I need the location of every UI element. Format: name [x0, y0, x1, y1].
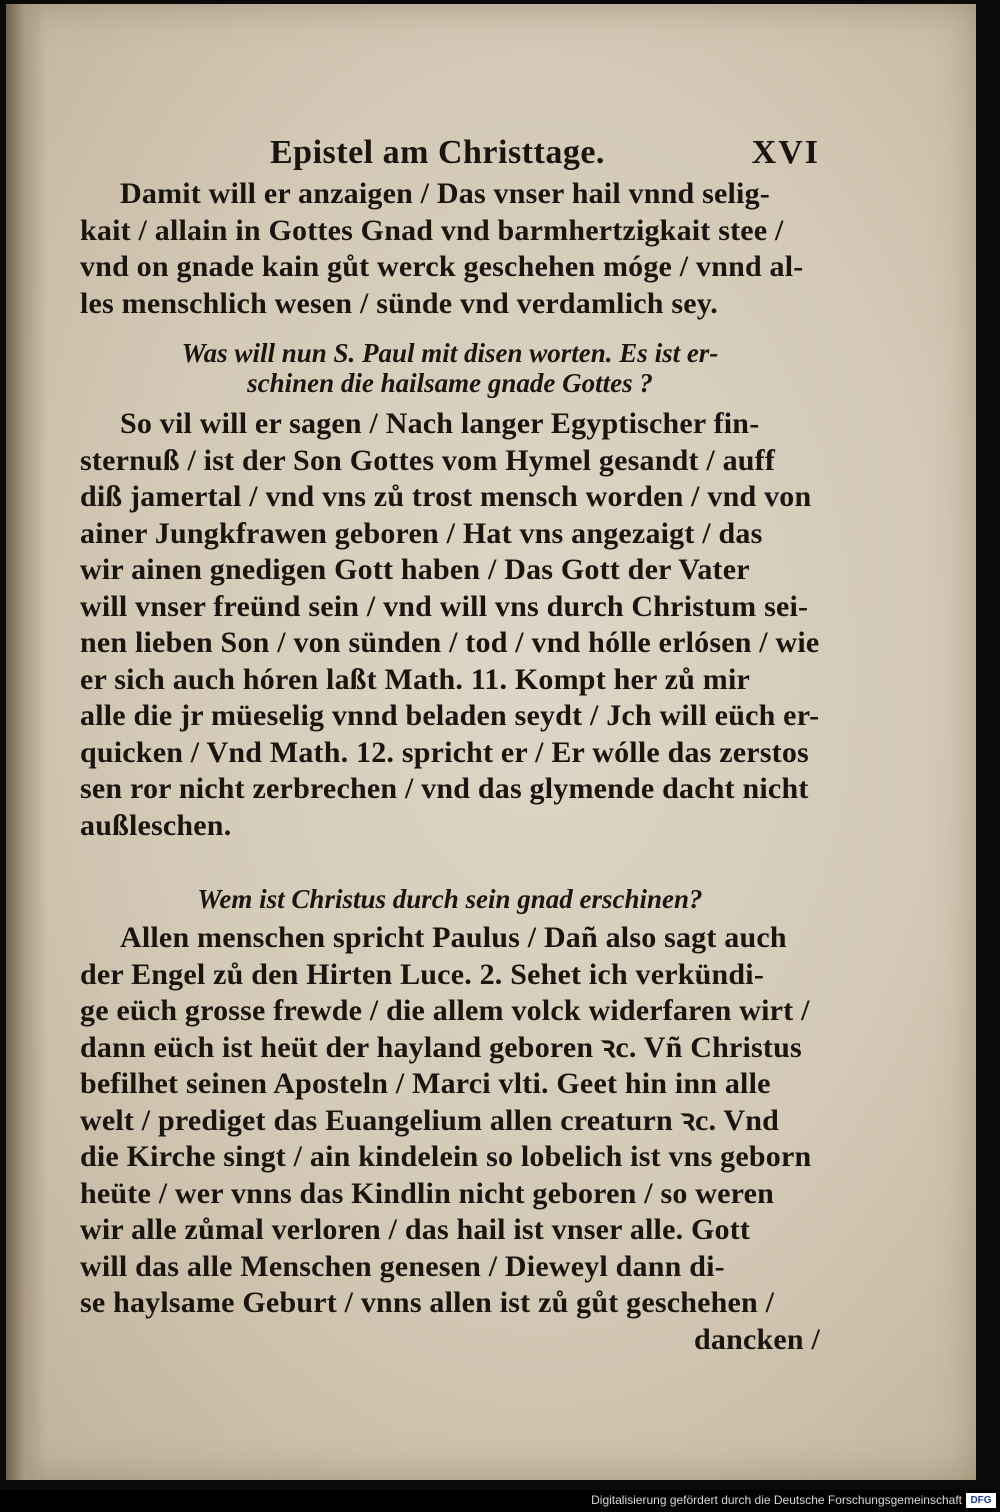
text-line: vnd on gnade kain gůt werck geschehen móge / vnnd al- [80, 250, 804, 283]
text-line: se haylsame Geburt / vnns allen ist zů gůt geschehen / [80, 1286, 775, 1319]
running-head-title: Epistel am Christtage. [270, 134, 605, 171]
text-line: nen lieben Son / von sünden / tod / vnd hólle erlósen / wie [80, 626, 820, 659]
text-line: heüte / wer vnns das Kindlin nicht geboren / so weren [80, 1176, 775, 1210]
paragraph-2 [80, 406, 820, 844]
funding-credit: Digitalisierung gefördert durch die Deutsche Forschungsgemeinschaft [591, 1493, 962, 1507]
section-heading-2 [80, 884, 820, 914]
text-line: Damit will er anzaigen / Das vnser hail vnnd selig- [120, 177, 770, 210]
folio-number: XVI [751, 134, 820, 171]
text-line: befilhet seinen Aposteln / Marci vlti. Geet hin inn alle [80, 1067, 771, 1100]
text-line: Allen menschen spricht Paulus / Dañ also sagt auch [120, 921, 787, 954]
paragraph-3 [80, 920, 820, 1358]
paragraph-1 [80, 176, 820, 322]
text-line: sternuß / ist der Son Gottes vom Hymel gesandt / auff [80, 443, 776, 477]
text-line: diß jamertal / vnd vns zů trost mensch worden / vnd von [80, 480, 812, 513]
text-line: will vnser freünd sein / vnd will vns durch Christum sei- [80, 589, 809, 623]
text-line: wir alle zůmal verloren / das hail ist vnser alle. Gott [80, 1213, 751, 1246]
heading-line: schinen die hailsame gnade Gottes ? [247, 368, 653, 398]
text-line: dann eüch ist heüt der hayland geboren ꝛc. Vñ Christus [80, 1030, 802, 1064]
text-line: will das alle Menschen genesen / Dieweyl dann di- [80, 1249, 725, 1283]
page-gutter [6, 4, 46, 1480]
text-line: er sich auch hóren laßt Math. 11. Kompt her zů mir [80, 662, 750, 696]
text-line: welt / prediget das Euangelium allen creaturn ꝛc. Vnd [80, 1103, 780, 1137]
text-block [80, 134, 820, 1358]
dfg-logo: DFG [966, 1493, 996, 1508]
text-line: der Engel zů den Hirten Luce. 2. Sehet ich verkündi- [80, 957, 765, 991]
text-line: wir ainen gnedigen Gott haben / Das Gott der Vater [80, 553, 750, 586]
text-line: alle die jr müeselig vnnd beladen seydt / Jch will eüch er- [80, 699, 820, 732]
section-heading-1 [80, 338, 820, 398]
text-line: ainer Jungkfrawen geboren / Hat vns angezaigt / das [80, 516, 763, 550]
text-line: So vil will er sagen / Nach langer Egyptischer fin- [120, 407, 760, 440]
heading-line: Wem ist Christus durch sein gnad erschinen? [197, 884, 703, 914]
text-line: kait / allain in Gottes Gnad vnd barmhertzigkait stee / [80, 213, 784, 247]
text-line: quicken / Vnd Math. 12. spricht er / Er wólle das zerstos [80, 735, 809, 769]
catchword: dancken / [693, 1322, 820, 1356]
text-line: les menschlich wesen / sünde vnd verdamlich sey. [80, 286, 718, 320]
running-head [80, 134, 820, 172]
text-line: die Kirche singt / ain kindelein so lobelich ist vns geborn [80, 1140, 812, 1173]
footer-bar [0, 1490, 1000, 1512]
text-line: ge eüch grosse frewde / die allem volck widerfaren wirt / [80, 994, 810, 1027]
text-line: sen ror nicht zerbrechen / vnd das glymende dacht nicht [80, 772, 809, 805]
heading-line: Was will nun S. Paul mit disen worten. Es ist er- [181, 338, 719, 368]
text-line: außleschen. [80, 808, 232, 842]
book-page [6, 4, 976, 1480]
